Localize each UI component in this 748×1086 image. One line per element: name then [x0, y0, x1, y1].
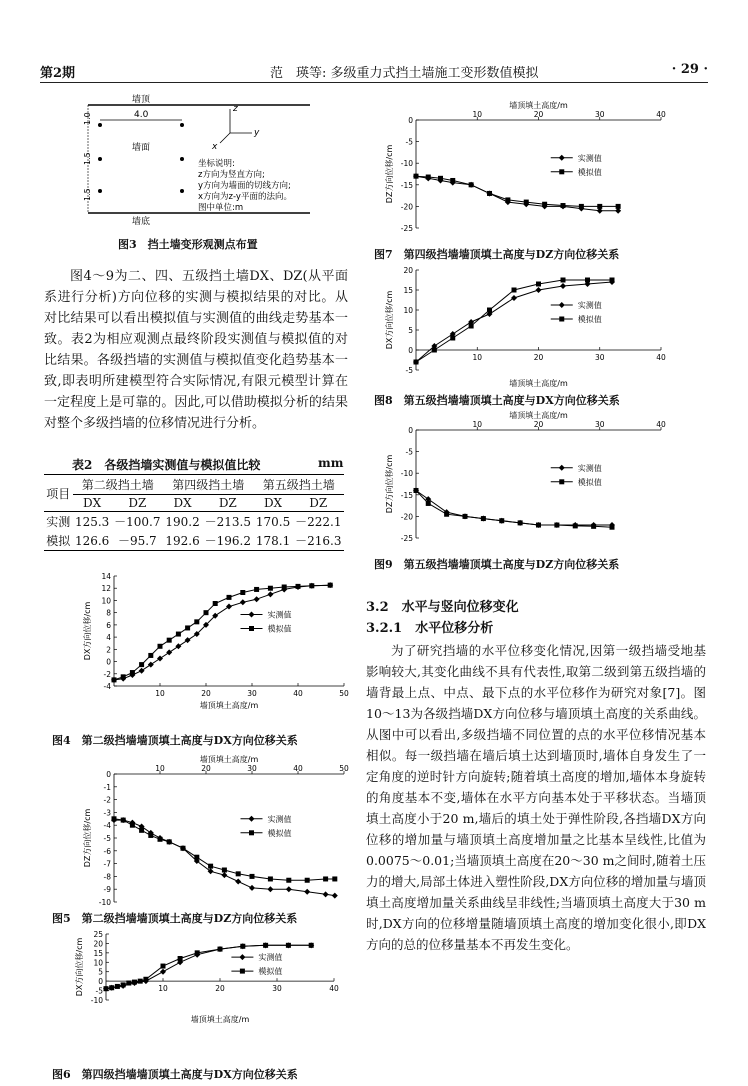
data-point-measured [323, 891, 329, 897]
fig3-diagram [80, 95, 320, 227]
issue-number: 第2期 [40, 66, 76, 81]
data-point-simulated [536, 282, 541, 287]
y-tick-label: -6 [103, 846, 111, 856]
legend-label: 模拟值 [258, 967, 283, 977]
fig8-chart [376, 262, 676, 386]
legend-label: 实测值 [577, 301, 602, 310]
data-point-measured [560, 283, 566, 289]
wall-bottom-label: 墙底 [132, 217, 151, 227]
data-point-simulated [323, 876, 328, 881]
x-tick-label: 30 [272, 984, 282, 994]
legend-marker [559, 317, 564, 322]
dim-3: 1.5 [83, 188, 92, 201]
x-axis-title: 墙顶填土高度/m [509, 411, 568, 420]
data-point-simulated [115, 984, 120, 989]
x-tick-label: 40 [656, 110, 666, 119]
x-tick-label: 30 [247, 689, 257, 698]
legend-line-2: y方向为墙面的切线方向; [198, 181, 291, 191]
data-point-simulated [263, 943, 268, 948]
data-point-simulated [432, 348, 437, 353]
x-tick-label: 30 [594, 420, 605, 429]
data-point-simulated [286, 943, 291, 948]
data-point-simulated [505, 197, 510, 202]
fig5-caption: 图5 第二级挡墙墙顶填土高度与DZ方向位移关系 [52, 912, 298, 925]
svg-text:x: x [212, 142, 218, 152]
y-tick-label: -15 [400, 490, 413, 500]
data-point-simulated [148, 653, 153, 658]
y-axis-title: DZ方向位移/cm [385, 144, 394, 204]
x-tick-label: 10 [158, 984, 168, 994]
data-point-simulated [148, 833, 153, 838]
series-line-simulated [114, 585, 330, 680]
data-point-simulated [250, 874, 255, 879]
legend-marker [559, 465, 565, 471]
data-point-simulated [286, 878, 291, 883]
y-tick-label: -5 [103, 834, 111, 843]
y-tick-label: -20 [400, 512, 413, 522]
data-point-measured [267, 886, 273, 892]
data-point-simulated [282, 585, 287, 590]
data-point-simulated [469, 182, 474, 187]
data-point-simulated [561, 278, 566, 283]
data-point-simulated [121, 818, 126, 823]
data-point-simulated [208, 864, 213, 869]
data-point-simulated [195, 950, 200, 955]
y-tick-label: -3 [103, 808, 111, 818]
data-point-simulated [161, 964, 166, 969]
table-row: 模拟 126.6 －95.7 192.6 －196.2 178.1 －216.3 [44, 531, 344, 551]
data-point-simulated [178, 956, 183, 961]
data-point-measured [139, 668, 145, 674]
y-tick-label: 20 [93, 939, 103, 949]
data-point-simulated [444, 512, 449, 517]
x-axis-title: 墙顶填土高度/m [199, 701, 259, 710]
legend-marker [240, 969, 245, 974]
data-point-simulated [130, 670, 135, 675]
legend-marker [559, 302, 565, 308]
series-line-measured [114, 820, 335, 896]
data-point-measured [536, 287, 542, 293]
y-axis-title: DX方向位移/cm [75, 937, 84, 997]
right-text-column [366, 640, 706, 955]
data-point-measured [304, 889, 310, 895]
legend-marker [559, 479, 564, 484]
y-tick-label: -25 [400, 224, 413, 233]
y-axis-title: DX方向位移/cm [385, 290, 394, 350]
x-tick-label: 10 [472, 353, 483, 362]
y-axis-title: DX方向位移/cm [83, 601, 92, 661]
section-heading-3-2: 3.2 水平与竖向位移变化 [366, 600, 519, 615]
x-tick-label: 20 [215, 984, 225, 994]
data-point-simulated [181, 846, 186, 851]
x-tick-label: 20 [201, 689, 211, 698]
data-point-measured [254, 596, 260, 602]
x-tick-label: 50 [339, 764, 349, 773]
series-line-measured [416, 491, 612, 526]
data-point-simulated [542, 202, 547, 207]
data-point-simulated [450, 178, 455, 183]
data-point-measured [160, 969, 166, 975]
data-point-measured [286, 886, 292, 892]
series-line-simulated [416, 176, 618, 206]
data-point-simulated [524, 200, 529, 205]
observation-points [98, 123, 184, 193]
y-tick-label: -1 [103, 782, 111, 792]
y-tick-label: 14 [101, 572, 111, 581]
fig6-chart [44, 926, 344, 1026]
legend-label: 模拟值 [577, 167, 602, 177]
legend-line-0: 坐标说明: [198, 159, 235, 169]
y-tick-label: -10 [90, 996, 103, 1005]
y-tick-label: 2 [106, 645, 111, 655]
data-point-simulated [309, 943, 314, 948]
y-axis-title: DZ方向位移/cm [385, 454, 394, 514]
svg-text:y: y [254, 128, 260, 138]
data-point-simulated [426, 501, 431, 506]
data-point-simulated [579, 204, 584, 209]
wall-face-label: 墙面 [132, 143, 151, 153]
y-tick-label: -10 [400, 159, 413, 169]
y-tick-label: -15 [400, 180, 413, 190]
data-point-measured [175, 643, 181, 649]
data-point-simulated [130, 823, 135, 828]
dim-1: 1.0 [83, 112, 92, 125]
data-point-measured [185, 637, 191, 643]
legend-label: 实测值 [267, 610, 292, 620]
fig3-caption: 图3 挡土墙变形观测点布置 [118, 238, 258, 251]
x-tick-label: 20 [201, 764, 211, 773]
legend-marker [249, 612, 255, 618]
y-tick-label: -25 [400, 534, 413, 543]
data-point-simulated [132, 980, 137, 985]
x-tick-label: 40 [656, 353, 666, 362]
x-tick-label: 40 [656, 420, 666, 429]
data-point-measured [267, 591, 273, 597]
x-tick-label: 30 [594, 353, 605, 362]
data-point-measured [235, 879, 241, 885]
y-tick-label: -5 [405, 366, 413, 375]
left-text-column [44, 266, 348, 434]
legend-marker [559, 169, 564, 174]
y-tick-label: -4 [103, 682, 111, 691]
y-tick-label: -7 [103, 859, 111, 869]
legend-label: 实测值 [577, 463, 602, 473]
data-point-measured [249, 885, 255, 891]
fig5-chart [44, 752, 349, 912]
y-tick-label: -9 [103, 885, 111, 895]
y-tick-label: 20 [403, 266, 413, 275]
y-tick-label: 0 [408, 426, 413, 435]
x-axis-title: 墙顶填土高度/m [199, 755, 259, 764]
y-tick-label: 25 [93, 930, 103, 939]
data-point-simulated [610, 525, 615, 530]
data-point-simulated [481, 516, 486, 521]
x-tick-label: 40 [329, 984, 339, 994]
data-point-simulated [126, 981, 131, 986]
data-point-simulated [414, 360, 419, 365]
y-tick-label: 0 [106, 770, 111, 779]
data-point-simulated [176, 632, 181, 637]
series-line-measured [114, 585, 330, 680]
data-point-measured [166, 649, 172, 655]
left-paragraph: 图4～9为二、四、五级挡土墙DX、DZ(从平面系进行分析)方向位移的实测与模拟结果的对比。从对比结果可以看出模拟值与实测值的曲线走势基本一致。表2为相应观测点最终阶段实测值与模拟值的对比结果。各级挡墙的实测值与模拟值变化趋势基本一致,即表明所建模型符合实际情况,有限元模型计算在一定程度上是可靠的。因此,可以借助模拟分析的结果对整个多级挡墙的位移情况进行分析。 [44, 269, 348, 431]
table2-title: 表2 各级挡墙实测值与模拟值比较 [72, 458, 261, 472]
data-point-simulated [487, 308, 492, 313]
fig4-caption: 图4 第二级挡墙墙顶填土高度与DX方向位移关系 [52, 734, 298, 747]
data-point-measured [226, 604, 232, 610]
data-point-simulated [158, 837, 163, 842]
section-heading-3-2-1: 3.2.1 水平位移分析 [366, 621, 494, 636]
data-point-simulated [536, 523, 541, 528]
data-point-simulated [204, 610, 209, 615]
table2-unit: mm [318, 456, 344, 470]
data-point-simulated [616, 204, 621, 209]
fig6-caption: 图6 第四级挡墙墙顶填土高度与DX方向位移关系 [52, 1068, 298, 1081]
y-tick-label: -5 [405, 137, 413, 147]
series-line-measured [416, 176, 618, 211]
data-point-simulated [305, 878, 310, 883]
y-tick-label: 15 [403, 286, 413, 295]
table-row: 实测 125.3 －100.7 190.2 －213.5 170.5 －222.1 [46, 514, 342, 529]
data-point-simulated [104, 986, 109, 991]
table2: 项目 第二级挡土墙 第四级挡土墙 第五级挡土墙 DX DZ DX DZ DX DZ 实测 125.3 －100.7 190.2 －213.5 170.5 －222.1 模拟 126.6 －95.7 192.6 －196.2 178.1 －216.3 [44, 474, 344, 551]
data-point-simulated [296, 584, 301, 589]
data-point-simulated [438, 176, 443, 181]
data-point-simulated [167, 638, 172, 643]
legend-label: 实测值 [258, 953, 283, 963]
data-point-measured [332, 893, 338, 899]
y-tick-label: -2 [103, 795, 111, 805]
data-point-simulated [218, 947, 223, 952]
data-point-simulated [561, 203, 566, 208]
data-point-simulated [328, 583, 333, 588]
legend-marker [249, 816, 255, 822]
x-tick-label: 10 [155, 764, 165, 773]
data-point-simulated [213, 601, 218, 606]
y-tick-label: -10 [98, 898, 111, 907]
x-tick-label: 20 [533, 353, 544, 362]
x-tick-label: 50 [339, 689, 349, 698]
x-axis-title: 墙顶填土高度/m [509, 379, 568, 388]
data-point-simulated [332, 876, 337, 881]
width-dimension: 4.0 [134, 110, 149, 120]
data-point-simulated [194, 855, 199, 860]
y-tick-label: 0 [98, 977, 103, 987]
x-axis-title: 墙顶填土高度/m [509, 101, 568, 110]
data-point-measured [221, 872, 227, 878]
data-point-simulated [268, 586, 273, 591]
dim-2: 1.5 [83, 152, 92, 165]
coordinate-axes-icon [220, 109, 252, 143]
y-tick-label: 0 [408, 346, 413, 355]
data-point-simulated [487, 191, 492, 196]
y-tick-label: 5 [408, 326, 413, 335]
data-point-simulated [112, 677, 117, 682]
data-point-measured [157, 656, 163, 662]
data-point-simulated [236, 871, 241, 876]
data-point-simulated [121, 674, 126, 679]
data-point-simulated [573, 523, 578, 528]
legend-label: 实测值 [267, 814, 292, 824]
y-tick-label: 10 [93, 958, 103, 968]
x-tick-label: 10 [472, 420, 483, 429]
legend-label: 模拟值 [267, 828, 292, 838]
x-tick-label: 40 [293, 689, 303, 698]
data-point-simulated [143, 977, 148, 982]
x-tick-label: 10 [472, 110, 483, 119]
y-tick-label: -10 [400, 469, 413, 479]
wall-top-label: 墙顶 [132, 95, 151, 105]
running-header [40, 60, 708, 83]
svg-text:z: z [233, 104, 238, 114]
y-tick-label: 8 [106, 608, 111, 618]
table2-project-header: 项目 [44, 475, 73, 512]
data-point-simulated [139, 662, 144, 667]
y-tick-label: 6 [106, 620, 111, 630]
fig9-chart [376, 411, 676, 543]
y-tick-label: -20 [400, 202, 413, 212]
page-number: · 29 · [671, 62, 708, 77]
legend-label: 模拟值 [577, 477, 602, 487]
y-tick-label: 10 [101, 596, 111, 606]
y-tick-label: 5 [98, 967, 103, 977]
y-tick-label: -2 [103, 669, 111, 679]
data-point-simulated [426, 175, 431, 180]
x-tick-label: 30 [594, 110, 605, 119]
fig8-caption: 图8 第五级挡墙墙顶填土高度与DX方向位移关系 [374, 394, 620, 407]
data-point-simulated [240, 590, 245, 595]
y-tick-label: -5 [405, 447, 413, 457]
data-point-simulated [499, 518, 504, 523]
x-tick-label: 30 [247, 764, 257, 773]
legend-label: 模拟值 [577, 315, 602, 324]
series-line-simulated [416, 491, 612, 528]
data-point-simulated [227, 595, 232, 600]
data-point-simulated [139, 828, 144, 833]
legend-label: 实测值 [577, 153, 602, 163]
data-point-simulated [185, 625, 190, 630]
data-point-simulated [309, 583, 314, 588]
data-point-simulated [240, 944, 245, 949]
data-point-simulated [158, 644, 163, 649]
x-axis-title: 墙顶填土高度/m [190, 1015, 250, 1024]
data-point-simulated [109, 985, 114, 990]
data-point-simulated [585, 278, 590, 283]
y-tick-label: -5 [95, 986, 103, 996]
legend-marker [249, 830, 254, 835]
legend-marker [559, 155, 565, 161]
fig7-chart [376, 98, 676, 234]
x-tick-label: 20 [533, 110, 544, 119]
data-point-simulated [450, 336, 455, 341]
data-point-simulated [610, 278, 615, 283]
data-point-simulated [194, 619, 199, 624]
y-axis-title: DZ方向位移/cm [83, 808, 92, 868]
data-point-simulated [138, 979, 143, 984]
x-tick-label: 10 [155, 689, 165, 698]
y-tick-label: -4 [103, 821, 111, 831]
data-point-measured [511, 295, 517, 301]
y-tick-label: 12 [101, 584, 111, 594]
data-point-simulated [167, 839, 172, 844]
legend-marker [249, 626, 254, 631]
y-tick-label: 15 [93, 948, 103, 958]
data-point-simulated [591, 524, 596, 529]
y-tick-label: 0 [408, 116, 413, 125]
legend-line-3: x方向为z-y平面的法向。 [198, 192, 292, 202]
x-tick-label: 20 [533, 420, 544, 429]
data-point-measured [240, 599, 246, 605]
y-tick-label: 0 [106, 657, 111, 667]
data-point-simulated [597, 204, 602, 209]
fig4-chart [44, 566, 349, 730]
data-point-simulated [121, 982, 126, 987]
running-title: 范 瑛等: 多级重力式挡土墙施工变形数值模拟 [270, 66, 539, 81]
data-point-simulated [463, 514, 468, 519]
data-point-simulated [254, 587, 259, 592]
data-point-simulated [554, 523, 559, 528]
y-tick-label: 10 [403, 306, 413, 315]
legend-label: 模拟值 [267, 624, 292, 634]
legend-marker [239, 954, 245, 960]
y-tick-label: -8 [103, 872, 111, 882]
legend-line-4: 图中单位:m [198, 203, 244, 213]
data-point-simulated [518, 520, 523, 525]
data-point-simulated [414, 174, 419, 179]
data-point-simulated [414, 488, 419, 493]
legend-line-1: z方向为竖直方向; [198, 170, 265, 180]
fig9-caption: 图9 第五级挡墙墙顶填土高度与DZ方向位移关系 [374, 558, 620, 571]
x-tick-label: 40 [293, 764, 303, 773]
data-point-simulated [222, 868, 227, 873]
y-tick-label: 4 [106, 633, 111, 643]
data-point-simulated [469, 324, 474, 329]
right-paragraph: 为了研究挡墙的水平位移变化情况,因第一级挡墙受地基影响较大,其变化曲线不具有代表性,取第二级到第五级挡墙的墙背最上点、中点、最下点的水平位移作为研究对象[7]。图10～13为各级挡墙DX方向位移与墙顶填土高度的关系曲线。从图中可以看出,多级挡墙不同位置的点的水平位移情况基本相似。每一级挡墙在墙后填土达到墙顶时,墙体自身发生了一定角度的逆时针方向旋转;随着填土高度的增加,墙体本身旋转的角度基本不变,墙体在水平方向基本处于平移状态。当墙顶填土高度小于20 m,墙后的填土处于弹性阶段,各挡墙DX方向位移的增加量与墙顶填土高度增加量之比基本呈线性,比值为0.0075～0.01;当墙顶填土高度在20～30 m之间时,随着土压力的增大,局部土体进入塑性阶段,DX方向位移的增加量与墙顶填土高度增加量关系曲线呈非线性;当墙顶填土高度大于30 m时,DX方向的位移增量随墙顶填土高度的增加变化很小,即DX方向的总的位移量基本不再发生变化。 [366, 643, 706, 952]
fig7-caption: 图7 第四级挡墙墙顶填土高度与DZ方向位移关系 [374, 248, 620, 261]
data-point-simulated [112, 816, 117, 821]
data-point-simulated [512, 288, 517, 293]
data-point-simulated [268, 876, 273, 881]
data-point-measured [148, 662, 154, 668]
